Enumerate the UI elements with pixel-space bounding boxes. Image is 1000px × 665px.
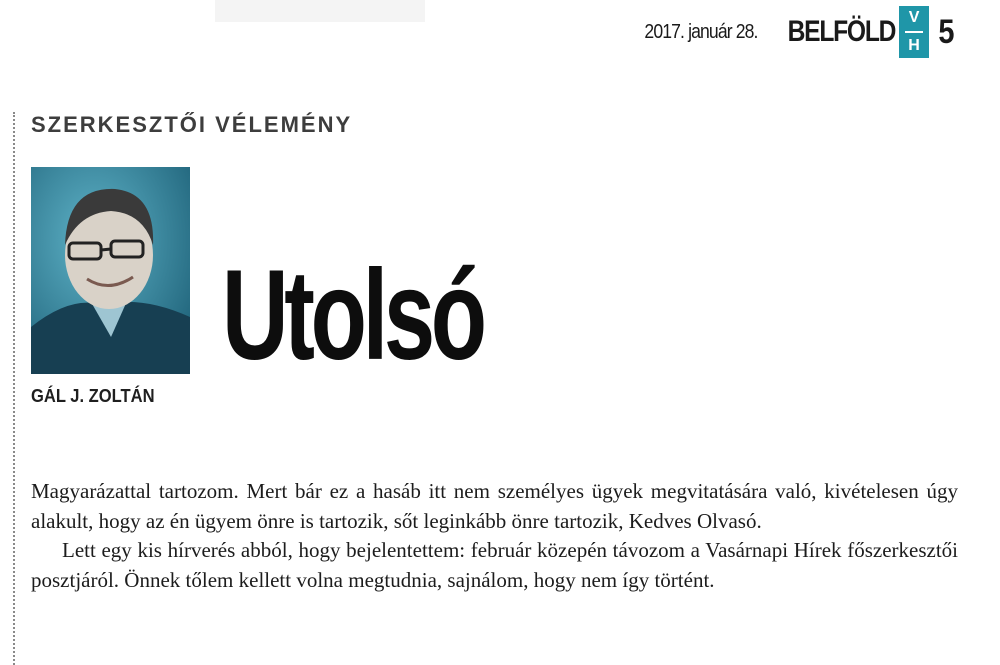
article-body [31,477,958,595]
vh-logo [899,6,929,58]
top-strip [215,0,425,22]
author-photo [31,167,190,374]
column-rule [13,112,15,665]
page-number: 5 [938,12,955,51]
author-byline: GÁL J. ZOLTÁN [31,386,155,406]
page-header [629,6,956,58]
logo-letter-h: H [908,37,920,54]
logo-divider [905,31,923,33]
section-name: BELFÖLD [787,15,896,48]
paragraph-2: Lett egy kis hírverés abból, hogy bejelentettem: február közepén távozom a Vasárnapi Hírek főszerkesztői posztjáról. Önnek tőlem kellett volna megtudnia, sajnálom, hogy nem így történt. [31,538,958,592]
logo-letter-v: V [908,9,920,26]
paragraph-1: Magyarázattal tartozom. Mert bár ez a hasáb itt nem személyes ügyek megvitatására való, kivételesen úgy alakult, hogy az én ügyem önre is tartozik, sőt leginkább önre tartozik, Kedves Olvasó. [31,479,958,533]
issue-date: 2017. január 28. [644,20,758,43]
article-title: Utolsó [222,244,483,387]
author-portrait [31,167,190,374]
section-kicker: SZERKESZTŐI VÉLEMÉNY [31,112,353,137]
